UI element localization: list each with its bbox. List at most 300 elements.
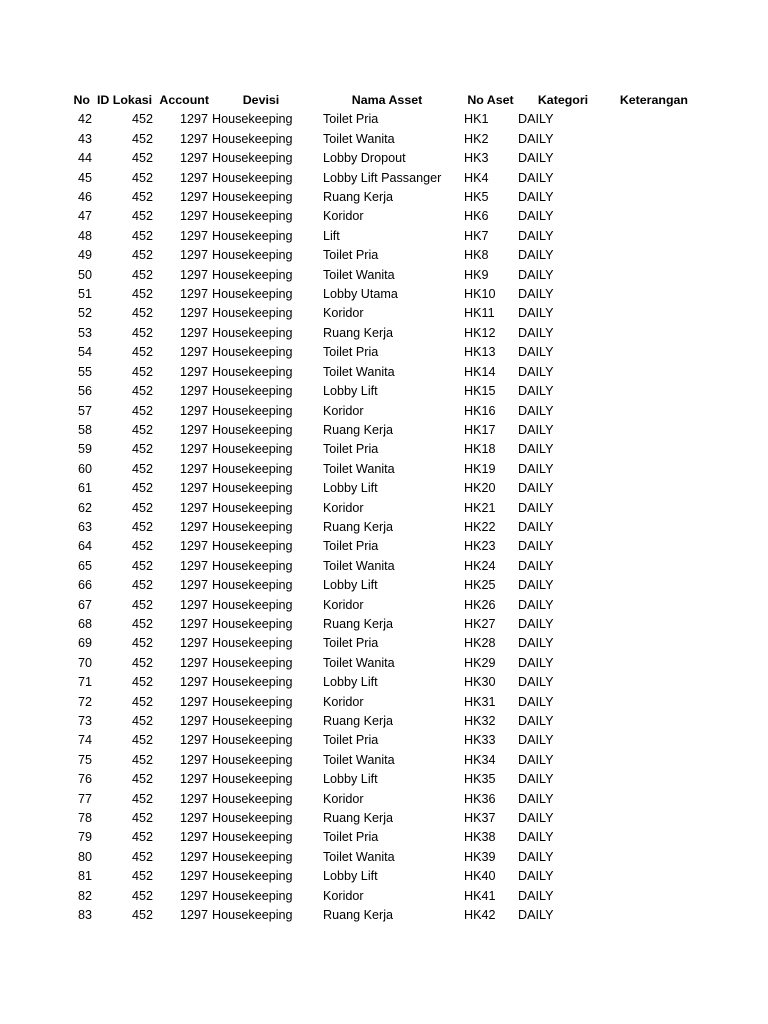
cell-no: 52: [77, 306, 92, 321]
table-row: [0, 518, 688, 537]
cell-id-lokasi: 452: [131, 151, 153, 166]
cell-keterangan: [608, 887, 688, 906]
cell-nama-asset: Lobby Dropout: [323, 151, 406, 166]
cell-nama-asset: Ruang Kerja: [323, 811, 394, 826]
cell-id-lokasi: 452: [131, 752, 153, 767]
cell-no-aset: HK31: [464, 694, 496, 709]
cell-kategori: DAILY: [518, 616, 554, 631]
cell-no-aset: HK3: [464, 151, 489, 166]
cell-no: 47: [77, 209, 92, 224]
cell-id-lokasi: 452: [131, 539, 153, 554]
table-row: [0, 867, 688, 886]
cell-kategori: DAILY: [518, 287, 554, 302]
cell-no-aset: HK19: [464, 461, 496, 476]
table-row: [0, 790, 688, 809]
cell-no-aset: HK17: [464, 422, 496, 437]
cell-account: 1297: [179, 306, 208, 321]
table-row: [0, 712, 688, 731]
table-row: [0, 693, 688, 712]
cell-nama-asset: Koridor: [323, 791, 364, 806]
cell-devisi: Housekeeping: [212, 345, 293, 360]
cell-id-lokasi: 452: [131, 131, 153, 146]
header-devisi: Devisi: [242, 93, 280, 107]
cell-account: 1297: [179, 325, 208, 340]
cell-no: 71: [77, 675, 92, 690]
cell-account: 1297: [179, 849, 208, 864]
cell-account: 1297: [179, 791, 208, 806]
cell-no-aset: HK20: [464, 481, 496, 496]
table-row: [0, 440, 688, 459]
cell-no-aset: HK5: [464, 190, 489, 205]
cell-kategori: DAILY: [518, 112, 554, 127]
cell-devisi: Housekeeping: [212, 752, 293, 767]
cell-no: 83: [77, 908, 92, 923]
cell-id-lokasi: 452: [131, 384, 153, 399]
cell-no: 72: [77, 694, 92, 709]
cell-kategori: DAILY: [518, 655, 554, 670]
cell-kategori: DAILY: [518, 558, 554, 573]
cell-kategori: DAILY: [518, 442, 554, 457]
cell-keterangan: [608, 809, 688, 828]
cell-devisi: Housekeeping: [212, 228, 293, 243]
cell-id-lokasi: 452: [131, 170, 153, 185]
cell-no-aset: HK41: [464, 888, 496, 903]
cell-no-aset: HK7: [464, 228, 489, 243]
table-row: [0, 751, 688, 770]
table-row: [0, 188, 688, 207]
cell-account: 1297: [179, 287, 208, 302]
cell-account: 1297: [179, 558, 208, 573]
cell-no: 79: [77, 830, 92, 845]
cell-no: 56: [77, 384, 92, 399]
cell-kategori: DAILY: [518, 325, 554, 340]
cell-devisi: Housekeeping: [212, 500, 293, 515]
cell-kategori: DAILY: [518, 752, 554, 767]
cell-account: 1297: [179, 112, 208, 127]
cell-kategori: DAILY: [518, 830, 554, 845]
cell-keterangan: [608, 615, 688, 634]
cell-kategori: DAILY: [518, 519, 554, 534]
cell-devisi: Housekeeping: [212, 364, 293, 379]
cell-no-aset: HK38: [464, 830, 496, 845]
cell-keterangan: [608, 906, 688, 925]
cell-id-lokasi: 452: [131, 830, 153, 845]
cell-nama-asset: Koridor: [323, 500, 364, 515]
cell-no: 70: [77, 655, 92, 670]
cell-id-lokasi: 452: [131, 228, 153, 243]
cell-id-lokasi: 452: [131, 772, 153, 787]
cell-keterangan: [608, 828, 688, 847]
cell-no-aset: HK24: [464, 558, 496, 573]
cell-account: 1297: [179, 170, 208, 185]
cell-keterangan: [608, 402, 688, 421]
cell-no: 66: [77, 578, 92, 593]
cell-keterangan: [608, 654, 688, 673]
cell-account: 1297: [179, 442, 208, 457]
cell-no-aset: HK9: [464, 267, 489, 282]
cell-nama-asset: Toilet Wanita: [323, 655, 395, 670]
table-row: [0, 770, 688, 789]
cell-keterangan: [608, 440, 688, 459]
cell-no: 58: [77, 422, 92, 437]
cell-id-lokasi: 452: [131, 849, 153, 864]
cell-keterangan: [608, 304, 688, 323]
cell-nama-asset: Toilet Wanita: [323, 267, 395, 282]
cell-account: 1297: [179, 151, 208, 166]
cell-no: 76: [77, 772, 92, 787]
cell-id-lokasi: 452: [131, 811, 153, 826]
cell-devisi: Housekeeping: [212, 209, 293, 224]
cell-devisi: Housekeeping: [212, 461, 293, 476]
cell-no-aset: HK14: [464, 364, 496, 379]
cell-id-lokasi: 452: [131, 306, 153, 321]
cell-account: 1297: [179, 655, 208, 670]
cell-keterangan: [608, 324, 688, 343]
table-row: [0, 887, 688, 906]
cell-devisi: Housekeeping: [212, 131, 293, 146]
cell-no: 57: [77, 403, 92, 418]
cell-keterangan: [608, 596, 688, 615]
cell-no-aset: HK16: [464, 403, 496, 418]
cell-devisi: Housekeeping: [212, 616, 293, 631]
table-row: [0, 537, 688, 556]
table-row: [0, 130, 688, 149]
header-row: [0, 91, 688, 110]
cell-keterangan: [608, 634, 688, 653]
cell-devisi: Housekeeping: [212, 151, 293, 166]
header-id-lokasi: ID Lokasi: [96, 93, 153, 107]
cell-no: 75: [77, 752, 92, 767]
cell-no: 65: [77, 558, 92, 573]
table-row: [0, 246, 688, 265]
table-row: [0, 499, 688, 518]
cell-kategori: DAILY: [518, 364, 554, 379]
cell-id-lokasi: 452: [131, 190, 153, 205]
cell-kategori: DAILY: [518, 636, 554, 651]
cell-account: 1297: [179, 908, 208, 923]
cell-devisi: Housekeeping: [212, 306, 293, 321]
cell-no: 62: [77, 500, 92, 515]
table-row: [0, 324, 688, 343]
table-row: [0, 731, 688, 750]
cell-no-aset: HK15: [464, 384, 496, 399]
cell-devisi: Housekeeping: [212, 869, 293, 884]
cell-no-aset: HK33: [464, 733, 496, 748]
cell-account: 1297: [179, 403, 208, 418]
cell-kategori: DAILY: [518, 791, 554, 806]
cell-account: 1297: [179, 733, 208, 748]
cell-no: 59: [77, 442, 92, 457]
cell-no-aset: HK23: [464, 539, 496, 554]
cell-kategori: DAILY: [518, 267, 554, 282]
cell-no: 54: [77, 345, 92, 360]
cell-nama-asset: Ruang Kerja: [323, 616, 394, 631]
cell-kategori: DAILY: [518, 733, 554, 748]
cell-keterangan: [608, 110, 688, 129]
cell-no-aset: HK29: [464, 655, 496, 670]
cell-devisi: Housekeeping: [212, 481, 293, 496]
cell-id-lokasi: 452: [131, 908, 153, 923]
cell-nama-asset: Koridor: [323, 597, 364, 612]
cell-account: 1297: [179, 772, 208, 787]
cell-id-lokasi: 452: [131, 500, 153, 515]
cell-id-lokasi: 452: [131, 733, 153, 748]
cell-no: 45: [77, 170, 92, 185]
cell-id-lokasi: 452: [131, 655, 153, 670]
cell-kategori: DAILY: [518, 403, 554, 418]
cell-kategori: DAILY: [518, 481, 554, 496]
cell-account: 1297: [179, 752, 208, 767]
header-keterangan: Keterangan: [619, 93, 688, 107]
header-account: Account: [159, 93, 209, 107]
cell-nama-asset: Ruang Kerja: [323, 325, 394, 340]
cell-kategori: DAILY: [518, 384, 554, 399]
cell-no: 55: [77, 364, 92, 379]
cell-no-aset: HK40: [464, 869, 496, 884]
cell-account: 1297: [179, 131, 208, 146]
cell-nama-asset: Toilet Pria: [323, 345, 379, 360]
cell-kategori: DAILY: [518, 228, 554, 243]
cell-kategori: DAILY: [518, 811, 554, 826]
cell-account: 1297: [179, 248, 208, 263]
cell-devisi: Housekeeping: [212, 578, 293, 593]
cell-no: 44: [77, 151, 92, 166]
cell-nama-asset: Ruang Kerja: [323, 908, 394, 923]
cell-kategori: DAILY: [518, 131, 554, 146]
cell-keterangan: [608, 460, 688, 479]
cell-no-aset: HK21: [464, 500, 496, 515]
cell-nama-asset: Toilet Wanita: [323, 131, 395, 146]
cell-kategori: DAILY: [518, 675, 554, 690]
cell-kategori: DAILY: [518, 190, 554, 205]
cell-id-lokasi: 452: [131, 616, 153, 631]
cell-no: 67: [77, 597, 92, 612]
cell-nama-asset: Ruang Kerja: [323, 519, 394, 534]
cell-kategori: DAILY: [518, 345, 554, 360]
cell-id-lokasi: 452: [131, 597, 153, 612]
table-row: [0, 828, 688, 847]
table-row: [0, 382, 688, 401]
cell-account: 1297: [179, 869, 208, 884]
cell-no: 78: [77, 811, 92, 826]
cell-no-aset: HK18: [464, 442, 496, 457]
cell-account: 1297: [179, 616, 208, 631]
cell-keterangan: [608, 285, 688, 304]
cell-no: 74: [77, 733, 92, 748]
cell-keterangan: [608, 731, 688, 750]
cell-no-aset: HK25: [464, 578, 496, 593]
cell-keterangan: [608, 693, 688, 712]
table-row: [0, 673, 688, 692]
cell-no-aset: HK6: [464, 209, 489, 224]
cell-keterangan: [608, 867, 688, 886]
cell-keterangan: [608, 207, 688, 226]
cell-no-aset: HK4: [464, 170, 489, 185]
cell-no: 60: [77, 461, 92, 476]
table-row: [0, 207, 688, 226]
cell-no-aset: HK8: [464, 248, 489, 263]
cell-kategori: DAILY: [518, 869, 554, 884]
table-row: [0, 906, 688, 925]
cell-devisi: Housekeeping: [212, 655, 293, 670]
cell-kategori: DAILY: [518, 578, 554, 593]
table-row: [0, 634, 688, 653]
cell-nama-asset: Toilet Pria: [323, 636, 379, 651]
cell-devisi: Housekeeping: [212, 403, 293, 418]
cell-account: 1297: [179, 384, 208, 399]
cell-devisi: Housekeeping: [212, 267, 293, 282]
table-row: [0, 848, 688, 867]
cell-id-lokasi: 452: [131, 248, 153, 263]
cell-id-lokasi: 452: [131, 403, 153, 418]
cell-nama-asset: Lobby Lift: [323, 675, 378, 690]
cell-nama-asset: Lift: [323, 228, 340, 243]
cell-devisi: Housekeeping: [212, 888, 293, 903]
cell-nama-asset: Toilet Pria: [323, 112, 379, 127]
table-row: [0, 576, 688, 595]
cell-kategori: DAILY: [518, 209, 554, 224]
cell-devisi: Housekeeping: [212, 558, 293, 573]
cell-devisi: Housekeeping: [212, 170, 293, 185]
cell-no-aset: HK42: [464, 908, 496, 923]
cell-devisi: Housekeeping: [212, 811, 293, 826]
cell-devisi: Housekeeping: [212, 675, 293, 690]
cell-kategori: DAILY: [518, 597, 554, 612]
cell-no-aset: HK37: [464, 811, 496, 826]
cell-no: 64: [77, 539, 92, 554]
table-row: [0, 169, 688, 188]
cell-devisi: Housekeeping: [212, 248, 293, 263]
cell-devisi: Housekeeping: [212, 190, 293, 205]
cell-no: 49: [77, 248, 92, 263]
cell-devisi: Housekeeping: [212, 442, 293, 457]
cell-nama-asset: Lobby Lift Passanger: [323, 170, 442, 185]
cell-no-aset: HK10: [464, 287, 496, 302]
cell-keterangan: [608, 712, 688, 731]
cell-account: 1297: [179, 578, 208, 593]
cell-nama-asset: Lobby Lift: [323, 384, 378, 399]
cell-nama-asset: Toilet Wanita: [323, 461, 395, 476]
cell-devisi: Housekeeping: [212, 325, 293, 340]
cell-account: 1297: [179, 597, 208, 612]
cell-keterangan: [608, 499, 688, 518]
cell-nama-asset: Toilet Pria: [323, 248, 379, 263]
cell-kategori: DAILY: [518, 888, 554, 903]
cell-account: 1297: [179, 500, 208, 515]
cell-kategori: DAILY: [518, 539, 554, 554]
cell-devisi: Housekeeping: [212, 791, 293, 806]
table-row: [0, 596, 688, 615]
cell-devisi: Housekeeping: [212, 597, 293, 612]
cell-no-aset: HK34: [464, 752, 496, 767]
cell-no-aset: HK27: [464, 616, 496, 631]
cell-keterangan: [608, 266, 688, 285]
cell-devisi: Housekeeping: [212, 908, 293, 923]
cell-no: 53: [77, 325, 92, 340]
cell-account: 1297: [179, 190, 208, 205]
cell-account: 1297: [179, 888, 208, 903]
cell-id-lokasi: 452: [131, 694, 153, 709]
cell-devisi: Housekeeping: [212, 519, 293, 534]
table-row: [0, 460, 688, 479]
table-row: [0, 304, 688, 323]
cell-keterangan: [608, 421, 688, 440]
cell-kategori: DAILY: [518, 151, 554, 166]
cell-keterangan: [608, 169, 688, 188]
cell-no-aset: HK39: [464, 849, 496, 864]
cell-account: 1297: [179, 811, 208, 826]
cell-nama-asset: Ruang Kerja: [323, 714, 394, 728]
cell-keterangan: [608, 557, 688, 576]
table-row: [0, 402, 688, 421]
cell-keterangan: [608, 518, 688, 537]
table-row: [0, 809, 688, 828]
cell-kategori: DAILY: [518, 422, 554, 437]
table-row: [0, 615, 688, 634]
header-no: No: [73, 93, 90, 107]
cell-keterangan: [608, 343, 688, 362]
cell-no-aset: HK12: [464, 325, 496, 340]
cell-no-aset: HK22: [464, 519, 496, 534]
cell-keterangan: [608, 479, 688, 498]
table-row: [0, 421, 688, 440]
cell-no: 51: [77, 287, 92, 302]
cell-no: 73: [77, 714, 92, 728]
cell-account: 1297: [179, 714, 208, 728]
cell-no-aset: HK2: [464, 131, 489, 146]
table-row: [0, 285, 688, 304]
cell-id-lokasi: 452: [131, 422, 153, 437]
cell-keterangan: [608, 246, 688, 265]
table-row: [0, 227, 688, 246]
cell-no-aset: HK30: [464, 675, 496, 690]
cell-no-aset: HK36: [464, 791, 496, 806]
cell-no: 77: [77, 791, 92, 806]
cell-devisi: Housekeeping: [212, 636, 293, 651]
cell-no: 69: [77, 636, 92, 651]
cell-kategori: DAILY: [518, 248, 554, 263]
cell-account: 1297: [179, 228, 208, 243]
cell-no: 50: [77, 267, 92, 282]
cell-no: 80: [77, 849, 92, 864]
cell-account: 1297: [179, 461, 208, 476]
cell-no: 61: [77, 481, 92, 496]
cell-id-lokasi: 452: [131, 325, 153, 340]
cell-nama-asset: Toilet Pria: [323, 733, 379, 748]
cell-no-aset: HK1: [464, 112, 489, 127]
cell-account: 1297: [179, 539, 208, 554]
cell-nama-asset: Ruang Kerja: [323, 190, 394, 205]
header-kategori: Kategori: [537, 93, 589, 107]
cell-id-lokasi: 452: [131, 461, 153, 476]
cell-account: 1297: [179, 694, 208, 709]
cell-keterangan: [608, 848, 688, 867]
cell-account: 1297: [179, 267, 208, 282]
cell-kategori: DAILY: [518, 306, 554, 321]
table-row: [0, 479, 688, 498]
cell-devisi: Housekeeping: [212, 733, 293, 748]
cell-id-lokasi: 452: [131, 442, 153, 457]
cell-kategori: DAILY: [518, 694, 554, 709]
cell-nama-asset: Koridor: [323, 306, 364, 321]
cell-kategori: DAILY: [518, 461, 554, 476]
asset-table: [0, 91, 688, 925]
cell-account: 1297: [179, 345, 208, 360]
cell-nama-asset: Lobby Lift: [323, 481, 378, 496]
header-no-aset: No Aset: [467, 93, 514, 107]
cell-kategori: DAILY: [518, 908, 554, 923]
cell-id-lokasi: 452: [131, 888, 153, 903]
